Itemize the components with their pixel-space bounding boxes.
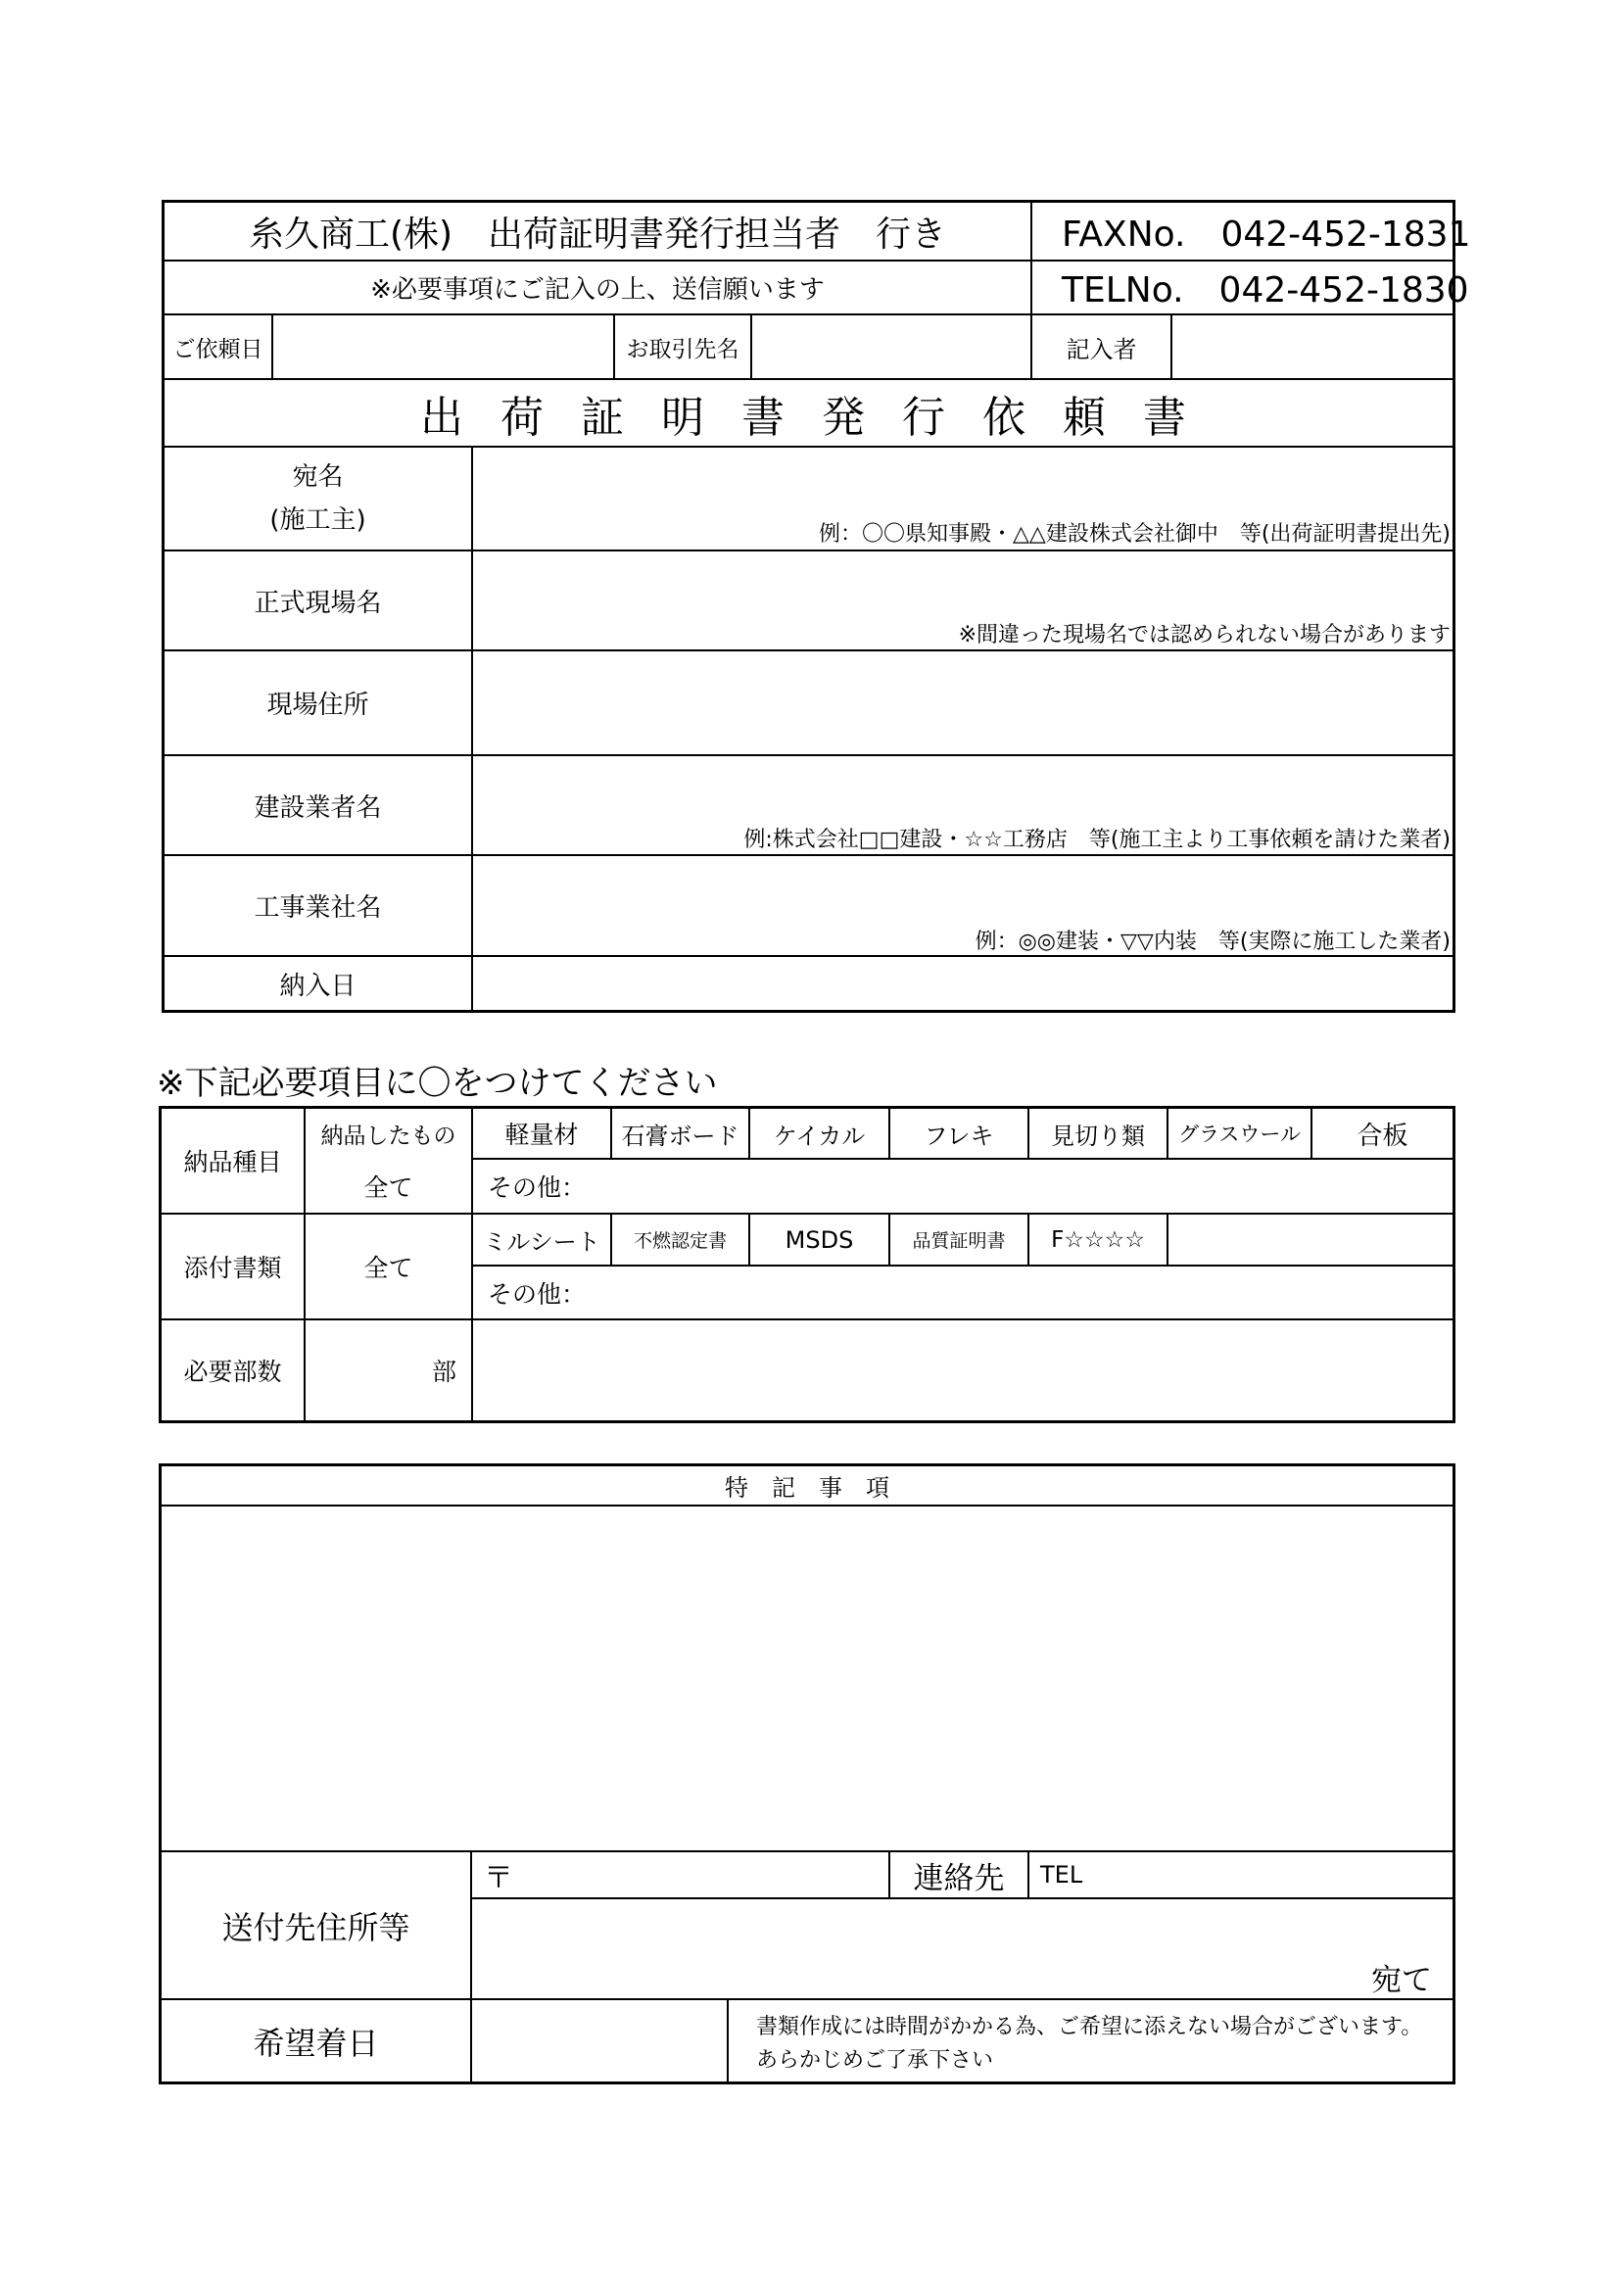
arrival-notice-line1: 書類作成には時間がかかる為、ご希望に添えない場合がございます。	[756, 2015, 1423, 2039]
divider	[727, 1998, 729, 2084]
doc-option-quality-cert[interactable]: 品質証明書	[912, 1230, 1006, 1252]
tel-prefix: TEL	[1040, 1861, 1083, 1889]
product-option-calcium-silicate[interactable]: ケイカル	[773, 1122, 866, 1150]
installer-example-note: 例：◎◎建装・▽▽内装 等(実際に施工した業者)	[975, 930, 1451, 954]
copies-note-field[interactable]	[473, 1320, 1453, 1420]
postal-code-field[interactable]	[519, 1852, 888, 1897]
site-address-field[interactable]	[473, 651, 1453, 754]
product-option-gypsum-board[interactable]: 石膏ボード	[621, 1122, 739, 1150]
product-type-label: 納品種目	[183, 1148, 282, 1176]
addressee-example-note: 例：〇〇県知事殿・△△建設株式会社御中 等(出荷証明書提出先)	[818, 522, 1451, 547]
product-option-glass-wool[interactable]: グラスウール	[1178, 1123, 1301, 1146]
delivery-date-label: 納入日	[279, 971, 357, 1001]
site-address-label: 現場住所	[266, 691, 369, 720]
documents-other-field[interactable]	[627, 1267, 1453, 1318]
instruction-text: ※必要事項にご記入の上、送信願います	[370, 275, 825, 305]
remarks-textarea[interactable]	[162, 1507, 1453, 1850]
copies-label: 必要部数	[183, 1358, 282, 1386]
divider	[1027, 1850, 1029, 1897]
desired-arrival-label: 希望着日	[253, 2024, 379, 2062]
products-other-field[interactable]	[627, 1160, 1453, 1213]
client-name-label: お取引先名	[626, 336, 739, 362]
writer-field[interactable]	[1172, 315, 1453, 378]
delivery-date-field[interactable]	[473, 957, 1453, 1010]
tel-number: TELNo. 042-452-1830	[1062, 270, 1469, 311]
addressee-title: 糸久商工(株) 出荷証明書発行担当者 行き	[248, 214, 947, 255]
addressee-label-main: 宛名	[292, 462, 344, 492]
documents-other-label: その他：	[488, 1279, 587, 1309]
site-name-warning-note: ※間違った現場名では認められない場合があります	[958, 623, 1451, 647]
doc-option-blank[interactable]	[1168, 1215, 1453, 1265]
addressee-suffix: 宛て	[1371, 1963, 1432, 1998]
contractor-label: 建設業者名	[254, 792, 382, 823]
products-all-option[interactable]: 全て	[363, 1173, 413, 1202]
product-option-lightweight[interactable]: 軽量材	[504, 1121, 579, 1149]
doc-option-fireproof-cert[interactable]: 不燃認定書	[633, 1230, 727, 1252]
contact-label: 連絡先	[913, 1860, 1005, 1896]
request-date-field[interactable]	[273, 315, 613, 378]
product-option-flexible-board[interactable]: フレキ	[924, 1122, 994, 1150]
docs-all-option[interactable]: 全て	[363, 1254, 413, 1282]
installer-label: 工事業社名	[254, 893, 382, 923]
attached-docs-label: 添付書類	[183, 1254, 282, 1282]
arrival-notice-line2: あらかじめご了承下さい	[756, 2048, 994, 2073]
client-name-field[interactable]	[752, 315, 1030, 378]
copies-unit: 部	[431, 1358, 456, 1386]
contact-tel-field[interactable]	[1097, 1852, 1453, 1897]
delivered-items-label: 納品したもの	[320, 1123, 456, 1149]
form-title: 出 荷 証 明 書 発 行 依 頼 書	[420, 392, 1198, 443]
site-name-label: 正式現場名	[254, 588, 382, 618]
doc-option-msds[interactable]: MSDS	[785, 1225, 854, 1254]
contractor-example-note: 例:株式会社□□建設・☆☆工務店 等(施工主より工事依頼を請けた業者)	[743, 828, 1451, 852]
doc-option-mill-sheet[interactable]: ミルシート	[483, 1228, 600, 1256]
writer-label: 記入者	[1066, 335, 1137, 363]
product-option-plywood[interactable]: 合板	[1357, 1121, 1408, 1151]
doc-option-f4star[interactable]: F☆☆☆☆	[1051, 1226, 1145, 1253]
addressee-label	[165, 448, 471, 550]
delivery-address-label: 送付先住所等	[221, 1908, 410, 1946]
addressee-label-sub: (施工主)	[269, 505, 366, 535]
section2-instruction: ※下記必要項目に〇をつけてください	[157, 1064, 718, 1103]
remarks-title: 特 記 事 項	[725, 1474, 889, 1502]
products-other-label: その他：	[488, 1173, 587, 1202]
request-date-label: ご依頼日	[172, 336, 263, 362]
fax-number: FAXNo. 042-452-1831	[1062, 214, 1471, 255]
delivery-address-field[interactable]	[472, 1899, 1452, 1998]
desired-arrival-field[interactable]	[472, 2000, 727, 2081]
product-option-trim[interactable]: 見切り類	[1051, 1122, 1145, 1150]
postal-mark: 〒	[484, 1861, 513, 1895]
